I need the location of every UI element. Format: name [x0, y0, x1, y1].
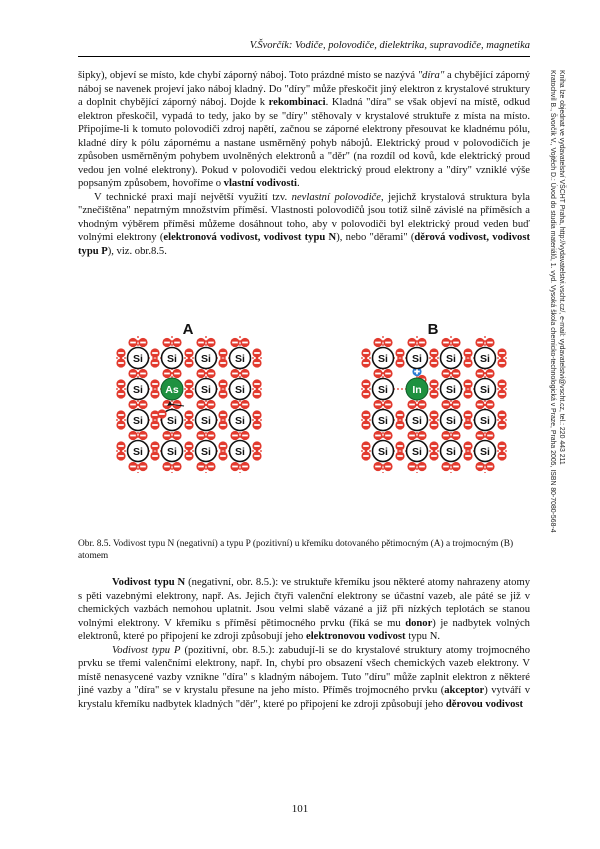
- electron-A-h2-1a-bar: [220, 383, 226, 385]
- body-text-top: [78, 69, 530, 258]
- electron-B-v1-3b-bar: [419, 466, 425, 468]
- electron-B-v0-1b-bar: [385, 404, 391, 406]
- electron-A-v0--1a-bar: [130, 342, 136, 344]
- electron-A-v0-2b-bar: [140, 435, 146, 437]
- electron-B-h3-2a-bar: [499, 414, 505, 416]
- electron-A-h-1-0a-bar: [118, 352, 124, 354]
- silicon-atom-B-1-3-label: Si: [412, 446, 422, 458]
- electron-A-h0-2a-bar: [152, 414, 158, 416]
- hole-B-vbar: [416, 369, 418, 375]
- electron-A-h1-2a-bar: [186, 414, 192, 416]
- electron-B-h-1-2a-bar: [363, 414, 369, 416]
- header-rule: [78, 56, 530, 57]
- electron-B-v3-2a-bar: [477, 435, 483, 437]
- electron-B-v0-3a-bar: [375, 466, 381, 468]
- electron-B-h2-3b-bar: [465, 455, 471, 457]
- electron-A-v1-0a-bar: [164, 373, 170, 375]
- electron-A-h0-1a-bar: [152, 383, 158, 385]
- electron-B-h-1-2b-bar: [363, 424, 369, 426]
- electron-B-v3-1b-bar: [487, 404, 493, 406]
- silicon-atom-A-0-2-label: Si: [133, 415, 143, 427]
- silicon-atom-A-3-0-label: Si: [235, 353, 245, 365]
- electron-B-h-1-0b-bar: [363, 362, 369, 364]
- electron-A-v1-3a-bar: [164, 466, 170, 468]
- silicon-atom-B-3-1-label: Si: [480, 384, 490, 396]
- electron-A-h1-3a-bar: [186, 445, 192, 447]
- electron-B-h1-2b-bar: [431, 424, 437, 426]
- electron-B-v0-1a-bar: [375, 404, 381, 406]
- silicon-atom-B-2-2-label: Si: [446, 415, 456, 427]
- electron-B-v0-0a-bar: [375, 373, 381, 375]
- electron-A-v3-0a-bar: [232, 373, 238, 375]
- electron-B-h3-1b-bar: [499, 393, 505, 395]
- electron-B-h2-1b-bar: [465, 393, 471, 395]
- electron-A-h1-1a-bar: [186, 383, 192, 385]
- electron-B-h1-1a-bar: [431, 383, 437, 385]
- diagram-label-a: A: [182, 321, 194, 338]
- electron-A-v2-2b-bar: [208, 435, 214, 437]
- electron-B-h-1-3a-bar: [363, 445, 369, 447]
- electron-A-v1-2a-bar: [164, 435, 170, 437]
- electron-B-v2-0b-bar: [453, 373, 459, 375]
- electron-B-h0-3a-bar: [397, 445, 403, 447]
- electron-A-v0-3a-bar: [130, 466, 136, 468]
- silicon-atom-A-3-3-label: Si: [235, 446, 245, 458]
- silicon-atom-A-1-2-label: Si: [167, 415, 177, 427]
- electron-B-v1--1b-bar: [419, 342, 425, 344]
- electron-B-v2-3a-bar: [443, 466, 449, 468]
- electron-A-h3-1b-bar: [254, 393, 260, 395]
- silicon-atom-A-3-2-label: Si: [235, 415, 245, 427]
- silicon-atom-B-3-3-label: Si: [480, 446, 490, 458]
- electron-B-h1-0b-bar: [431, 362, 437, 364]
- electron-A-h2-1b-bar: [220, 393, 226, 395]
- electron-A-v3-3b-bar: [242, 466, 248, 468]
- electron-A-h-1-3a-bar: [118, 445, 124, 447]
- electron-B-v2--1a-bar: [443, 342, 449, 344]
- electron-B-v0--1b-bar: [385, 342, 391, 344]
- electron-B-v2-1b-bar: [453, 404, 459, 406]
- electron-A-h-1-1a-bar: [118, 383, 124, 385]
- electron-B-v1-1a-bar: [409, 404, 415, 406]
- silicon-atom-A-2-3-label: Si: [201, 446, 211, 458]
- electron-A-h2-3a-bar: [220, 445, 226, 447]
- electron-A-v3-2a-bar: [232, 435, 238, 437]
- electron-A-v1-2b-bar: [174, 435, 180, 437]
- electron-A-h0-0a-bar: [152, 352, 158, 354]
- electron-B-h0-2b-bar: [397, 424, 403, 426]
- electron-A-h-1-2a-bar: [118, 414, 124, 416]
- electron-B-v0-2a-bar: [375, 435, 381, 437]
- electron-A-v3-3a-bar: [232, 466, 238, 468]
- electron-B-h2-1a-bar: [465, 383, 471, 385]
- electron-B-v1-2a-bar: [409, 435, 415, 437]
- electron-B-h3-1a-bar: [499, 383, 505, 385]
- silicon-atom-A-0-3-label: Si: [133, 446, 143, 458]
- running-header: V.Švorčík: Vodiče, polovodiče, dielektrika, supravodiče, magnetika: [249, 40, 530, 51]
- silicon-atom-B-3-0-label: Si: [480, 353, 490, 365]
- electron-A-h3-3b-bar: [254, 455, 260, 457]
- electron-B-v1-2b-bar: [419, 435, 425, 437]
- electron-B-h2-2a-bar: [465, 414, 471, 416]
- electron-B-h1-3b-bar: [431, 455, 437, 457]
- silicon-atom-B-1-0-label: Si: [412, 353, 422, 365]
- electron-B-v3-3b-bar: [487, 466, 493, 468]
- silicon-atom-A-3-1-label: Si: [235, 384, 245, 396]
- silicon-atom-B-0-0-label: Si: [378, 353, 388, 365]
- silicon-atom-B-2-0-label: Si: [446, 353, 456, 365]
- electron-B-v2-2b-bar: [453, 435, 459, 437]
- electron-B-v3-2b-bar: [487, 435, 493, 437]
- electron-A-h2-2a-bar: [220, 414, 226, 416]
- electron-B-v0--1a-bar: [375, 342, 381, 344]
- electron-A-h0-0b-bar: [152, 362, 158, 364]
- electron-B-h3-3b-bar: [499, 455, 505, 457]
- electron-B-v3-1a-bar: [477, 404, 483, 406]
- paragraph-extrinsic: V technické praxi mají největší využití tzv. nevlastní polovodiče, jejichž krystalová struktura byla "znečištěna" nepatrným množstvím příměsí. Vlastnosti polovodičů jsou totiž silně závislé na příměsích a vhodným výběrem příměsi můžeme dosáhnout toho, aby v polovodiči byl elektrický proud veden buď volnými elektrony (elektronová vodivost, vodivost typu N), nebo "děrami" (děrová vodivost, vodivost typu P), viz. obr.8.5.: [78, 191, 530, 257]
- electron-A-h3-2a-bar: [254, 414, 260, 416]
- electron-A-h3-3a-bar: [254, 445, 260, 447]
- electron-A-h0-3a-bar: [152, 445, 158, 447]
- figure-caption: Obr. 8.5. Vodivost typu N (negativní) a typu P (pozitivní) u křemíku dotovaného pětimocným (A) a trojmocným (B) atomem: [78, 539, 514, 561]
- page-number: 101: [291, 803, 309, 815]
- electron-B-v3-0a-bar: [477, 373, 483, 375]
- electron-A-h3-1a-bar: [254, 383, 260, 385]
- electron-A-h-1-3b-bar: [118, 455, 124, 457]
- silicon-atom-B-0-2-label: Si: [378, 415, 388, 427]
- electron-B-h0-3b-bar: [397, 455, 403, 457]
- silicon-atom-A-1-0-label: Si: [167, 353, 177, 365]
- electron-A-v3-1b-bar: [242, 404, 248, 406]
- electron-B-v2-1a-bar: [443, 404, 449, 406]
- electron-A-h1-0b-bar: [186, 362, 192, 364]
- electron-A-h1-2b-bar: [186, 424, 192, 426]
- electron-A-v3--1a-bar: [232, 342, 238, 344]
- electron-A-v3-1a-bar: [232, 404, 238, 406]
- electron-B-h3-3a-bar: [499, 445, 505, 447]
- electron-B-v2-3b-bar: [453, 466, 459, 468]
- electron-B-h-1-1a-bar: [363, 383, 369, 385]
- electron-B-h1-2a-bar: [431, 414, 437, 416]
- silicon-atom-B-3-2-label: Si: [480, 415, 490, 427]
- silicon-atom-B-2-3-label: Si: [446, 446, 456, 458]
- electron-B-h3-0b-bar: [499, 362, 505, 364]
- electron-A-v2--1b-bar: [208, 342, 214, 344]
- electron-B-h0-0b-bar: [397, 362, 403, 364]
- paragraph-type-n: Vodivost typu N (negativní, obr. 8.5.): ve struktuře křemíku jsou některé atomy nahrazeny atomy s pěti vazebnými elektrony, např. As. Jejich čtyři valenční elektrony se účastní vazeb, ale páté se již v chemických vazbách nemohou uplatnit. Jsou velmi slabě vázané a již při nízkých teplotách se stanou volnými elektrony. V křemíku s příměsí pětimocného prvku (říká se mu donor) je nadbytek volných elektronů, které po připojení ke zdroji způsobují jeho elektronovou vodivost typu N.: [78, 577, 530, 642]
- electron-A-h3-2b-bar: [254, 424, 260, 426]
- electron-B-v0-2b-bar: [385, 435, 391, 437]
- electron-A-v1-3b-bar: [174, 466, 180, 468]
- silicon-atom-A-2-0-label: Si: [201, 353, 211, 365]
- electron-A-h0-3b-bar: [152, 455, 158, 457]
- paragraph-holes: šipky), objeví se místo, kde chybí záporný náboj. Toto prázdné místo se nazývá "díra" a chybějící záporný náboj se navenek projeví jako náboj kladný. Do "díry" může přeskočit jiný elektron z krystalové struktury a doplnit chybějící záporný náboj. Dojde k rekombinaci. Kladná "díra" se však objeví na místě, odkud elektron přeskočil, vypadá to tedy, jako by se "díry" stěhovaly v krystalové struktuře z místa na místo. Připojíme-li k tomuto polovodiči zdroj napětí, začnou se záporné elektrony přesouvat ke kladnému pólu, kladné díry k pólu zápornému a nastane usměrněný pohyb nábojů. Elektrický proud v polovodičích je způsoben usměrněným pohybem uvolněných elektronů a "děr" (na rozdíl od kovů, kde elektrický proud vedou jen volné elektrony). Pokud v polovodiči vedou elektrický proud elektrony a "díry" vzniklé výše popsaným způsobem, hovoříme o vlastní vodivosti.: [78, 70, 531, 189]
- electron-A-h2-3b-bar: [220, 455, 226, 457]
- electron-A-v0--1b-bar: [140, 342, 146, 344]
- silicon-atom-B-0-1-label: Si: [378, 384, 388, 396]
- electron-B-h1-1b-bar: [431, 393, 437, 395]
- electron-A-v2-0a-bar: [198, 373, 204, 375]
- electron-A-h1-1b-bar: [186, 393, 192, 395]
- body-text-bottom: [78, 576, 530, 711]
- electron-A-v2-1a-bar: [198, 404, 204, 406]
- electron-A-v2-3b-bar: [208, 466, 214, 468]
- paragraph-type-p: Vodivost typu P (pozitivní, obr. 8.5.): zabudují-li se do krystalové struktury atomy trojmocného prvku se třemi valenčními elektrony, např. In, chybí pro obsazení všech chemických vazeb elektrony. V místě nenasycené vazby vznikne "díra" s kladným nábojem. Tuto "díru" může zaplnit elektron z některé jiné vazby a "díra" se v krystalu přesune na jeho místo. Příměs trojmocného prvku (akceptor) vytváří v krystalu křemíku nadbytek kladných "děr", které po připojení ke zdroji způsobují jeho děrovou vodivost: [78, 644, 531, 710]
- electron-B-h2-0a-bar: [465, 352, 471, 354]
- electron-A-v0-3b-bar: [140, 466, 146, 468]
- electron-B-h2-0b-bar: [465, 362, 471, 364]
- electron-B-v3-3a-bar: [477, 466, 483, 468]
- electron-B-v2-2a-bar: [443, 435, 449, 437]
- electron-B-v1-1b-bar: [419, 404, 425, 406]
- free-electron-bar: [159, 413, 165, 415]
- electron-A-v2-0b-bar: [208, 373, 214, 375]
- electron-A-v2-1b-bar: [208, 404, 214, 406]
- electron-A-v2-3a-bar: [198, 466, 204, 468]
- silicon-atom-B-2-1-label: Si: [446, 384, 456, 396]
- electron-B-h3-2b-bar: [499, 424, 505, 426]
- figure-8-5: [78, 316, 530, 530]
- electron-A-v0-1b-bar: [140, 404, 146, 406]
- electron-B-h-1-3b-bar: [363, 455, 369, 457]
- electron-A-v3--1b-bar: [242, 342, 248, 344]
- electron-A-h2-0b-bar: [220, 362, 226, 364]
- silicon-atom-A-2-1-label: Si: [201, 384, 211, 396]
- electron-A-h-1-1b-bar: [118, 393, 124, 395]
- electron-A-h2-0a-bar: [220, 352, 226, 354]
- electron-A-h1-0a-bar: [186, 352, 192, 354]
- side-citation: [548, 70, 564, 690]
- electron-B-v3-0b-bar: [487, 373, 493, 375]
- electron-A-v3-2b-bar: [242, 435, 248, 437]
- side-citation-line1: Kratochvíl B., Švorčík V., Vojtěch D.: Úvod do studia materiálů, 1. vyd. Vysoká škola chemicko-technologická v Praze, Praha 2005, ISBN 80-7080-568-4: [549, 70, 556, 533]
- electron-B-h3-0a-bar: [499, 352, 505, 354]
- electron-A-h0-2b-bar: [152, 424, 158, 426]
- electron-B-v2--1b-bar: [453, 342, 459, 344]
- side-citation-line2: Kniha lze objednat ve vydavatelství VŠCHT Praha, http://vydavatelstvi.vscht.cz/, e-mail: vydavatelstvi@vscht.cz, tel.: 220 443 211: [558, 70, 565, 465]
- electron-B-h1-0a-bar: [431, 352, 437, 354]
- electron-A-v2-2a-bar: [198, 435, 204, 437]
- electron-A-v0-0a-bar: [130, 373, 136, 375]
- electron-A-h-1-0b-bar: [118, 362, 124, 364]
- electron-B-h-1-0a-bar: [363, 352, 369, 354]
- indium-atom-label: In: [412, 384, 422, 396]
- lattice-diagrams: [78, 316, 530, 530]
- electron-B-v0-3b-bar: [385, 466, 391, 468]
- electron-A-h-1-2b-bar: [118, 424, 124, 426]
- electron-B-v3--1b-bar: [487, 342, 493, 344]
- silicon-atom-B-0-3-label: Si: [378, 446, 388, 458]
- silicon-atom-B-1-2-label: Si: [412, 415, 422, 427]
- electron-B-h1-3a-bar: [431, 445, 437, 447]
- electron-A-h1-3b-bar: [186, 455, 192, 457]
- electron-A-h2-2b-bar: [220, 424, 226, 426]
- diagram-label-b: B: [427, 321, 439, 338]
- electron-B-h2-2b-bar: [465, 424, 471, 426]
- electron-B-v3--1a-bar: [477, 342, 483, 344]
- electron-A-v1--1a-bar: [164, 342, 170, 344]
- electron-A-v1--1b-bar: [174, 342, 180, 344]
- silicon-atom-A-0-0-label: Si: [133, 353, 143, 365]
- electron-B-h0-2a-bar: [397, 414, 403, 416]
- electron-B-v1-3a-bar: [409, 466, 415, 468]
- electron-A-h3-0a-bar: [254, 352, 260, 354]
- electron-A-v0-1a-bar: [130, 404, 136, 406]
- silicon-atom-A-0-1-label: Si: [133, 384, 143, 396]
- electron-B-h2-3a-bar: [465, 445, 471, 447]
- arsenic-atom-label: As: [165, 384, 179, 396]
- electron-A-h0-1b-bar: [152, 393, 158, 395]
- electron-B-v1--1a-bar: [409, 342, 415, 344]
- electron-B-h0-0a-bar: [397, 352, 403, 354]
- electron-B-v2-0a-bar: [443, 373, 449, 375]
- electron-A-v0-2a-bar: [130, 435, 136, 437]
- electron-A-h3-0b-bar: [254, 362, 260, 364]
- electron-A-v2--1a-bar: [198, 342, 204, 344]
- silicon-atom-A-1-3-label: Si: [167, 446, 177, 458]
- electron-A-v1-0b-bar: [174, 373, 180, 375]
- silicon-atom-A-2-2-label: Si: [201, 415, 211, 427]
- electron-A-v0-0b-bar: [140, 373, 146, 375]
- electron-A-v3-0b-bar: [242, 373, 248, 375]
- electron-B-h-1-1b-bar: [363, 393, 369, 395]
- electron-B-v0-0b-bar: [385, 373, 391, 375]
